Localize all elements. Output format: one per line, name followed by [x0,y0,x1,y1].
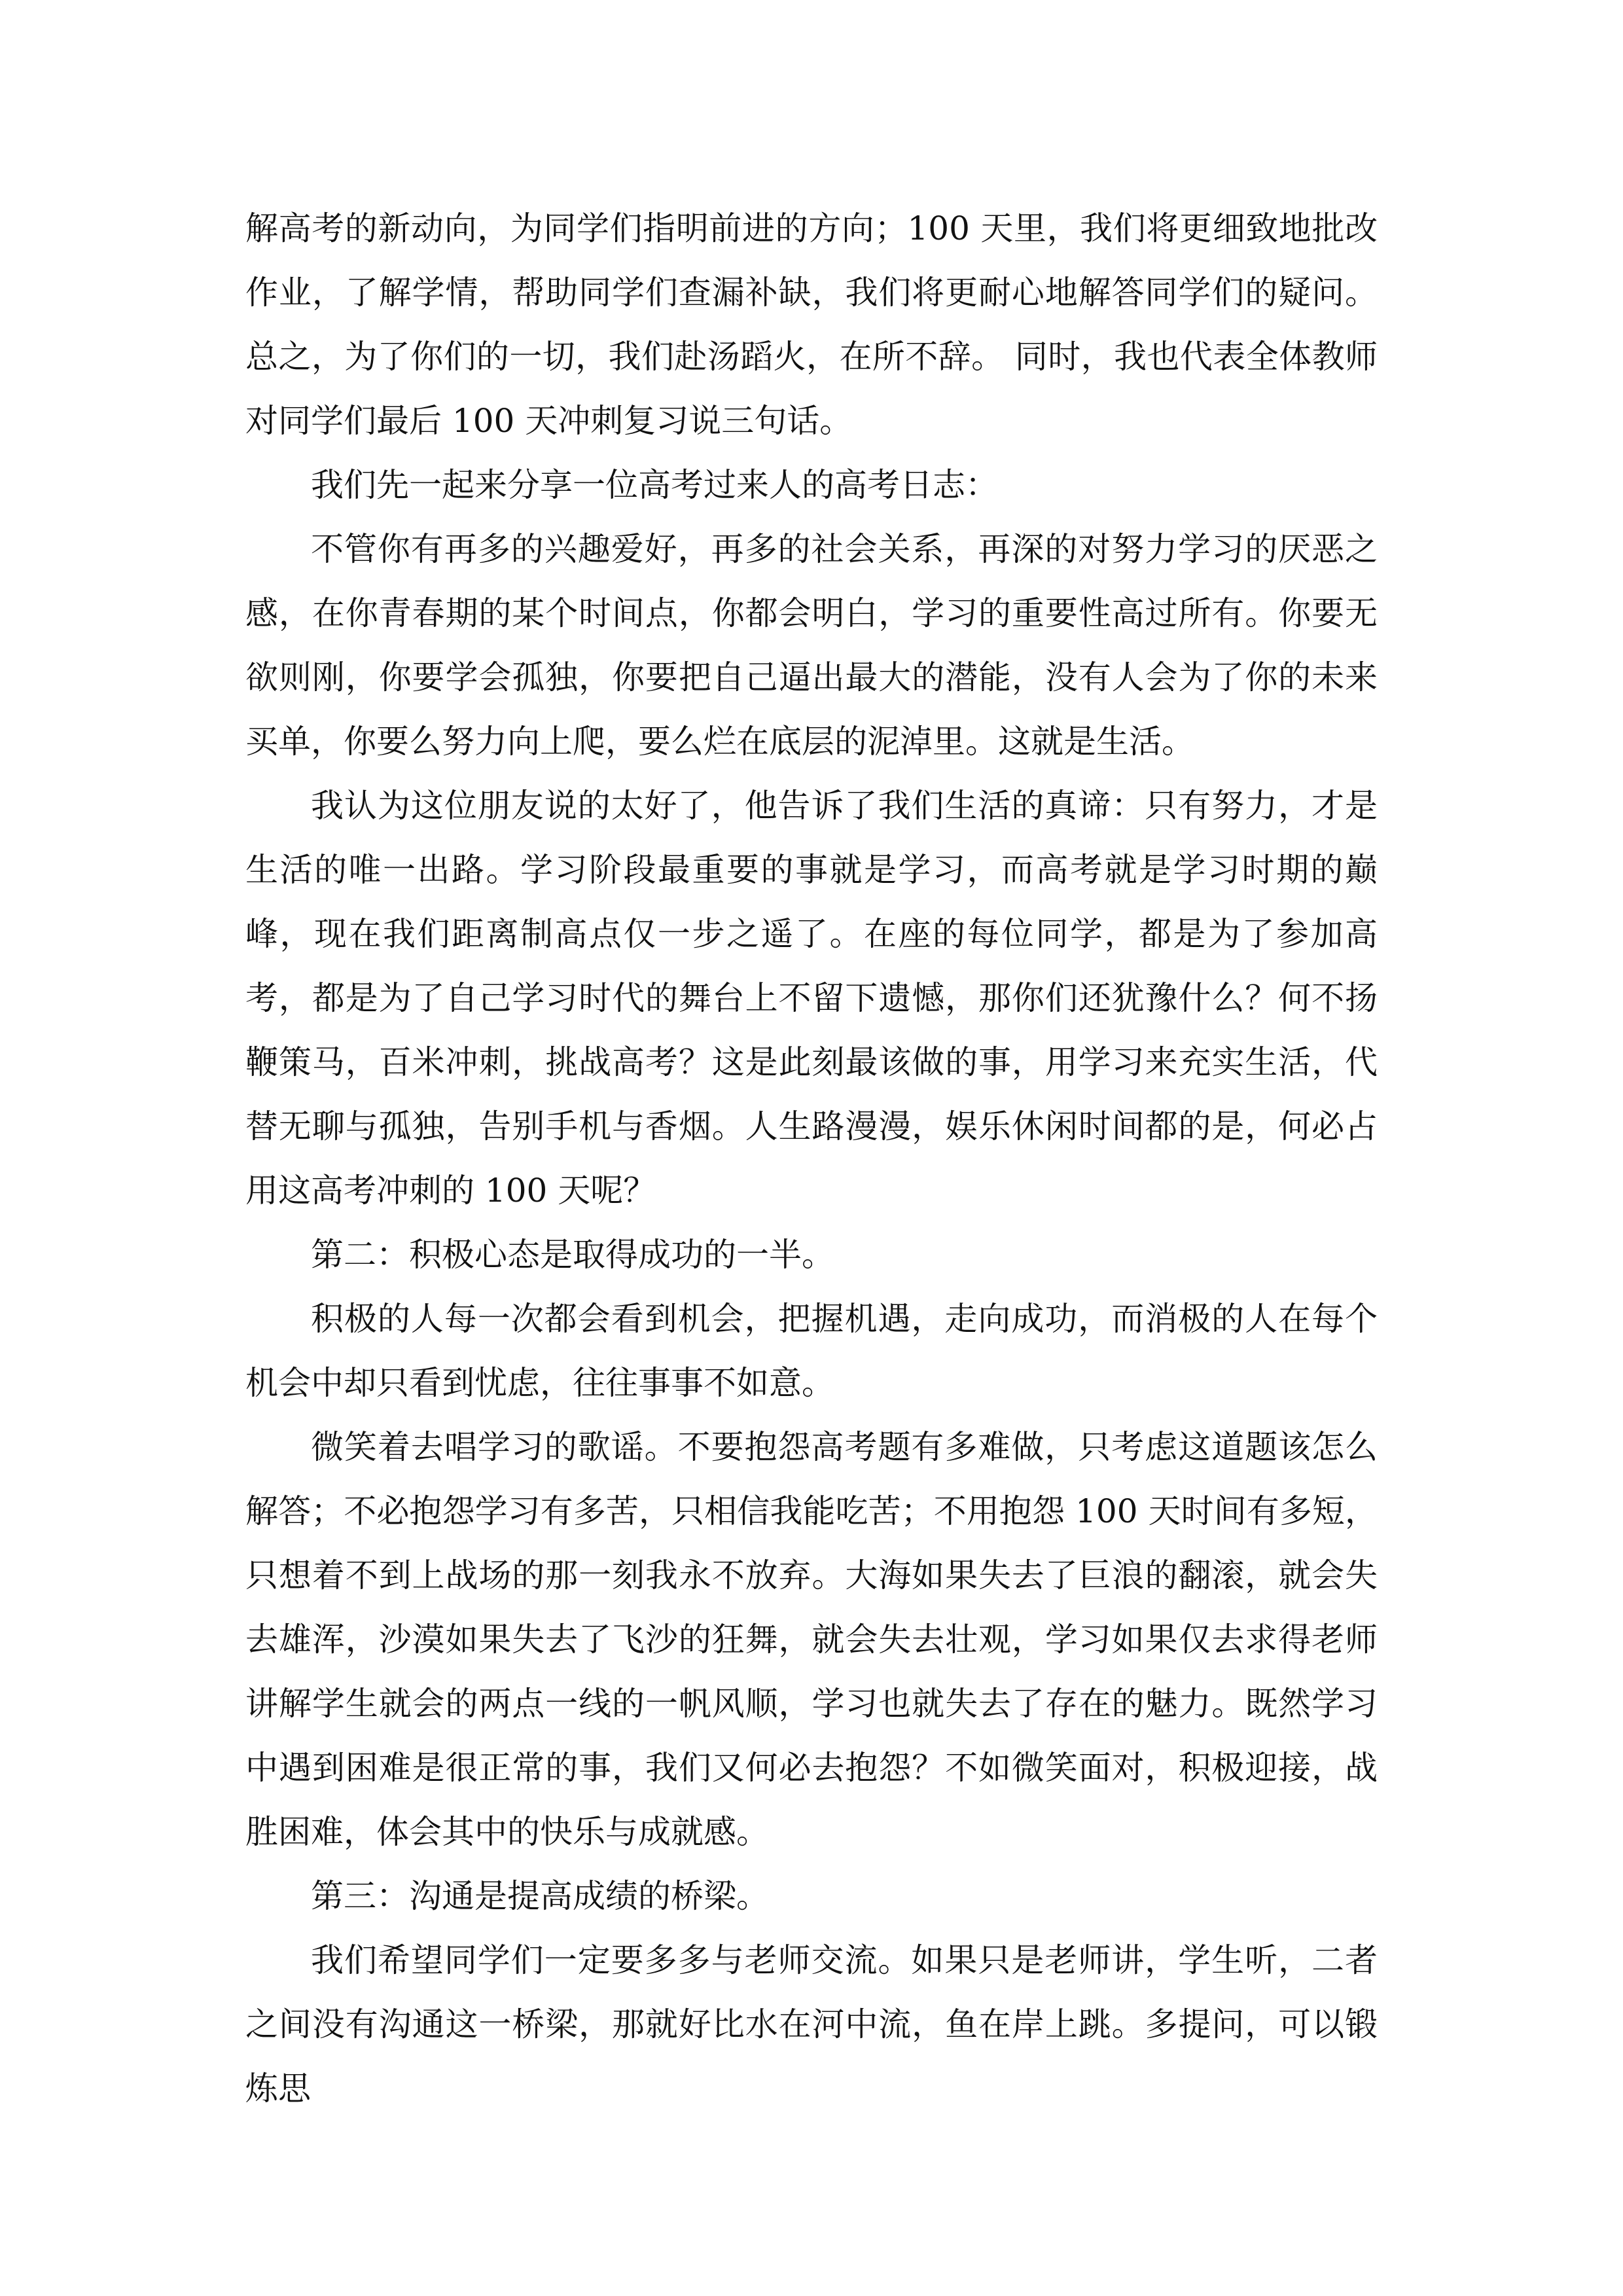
document-body [245,196,1378,2121]
paragraph-communication: 我们希望同学们一定要多多与老师交流。如果只是老师讲，学生听，二者之间没有沟通这一桥梁，那就好比水在河中流，鱼在岸上跳。多提问，可以锻炼思 [245,1941,1378,2108]
paragraph-positive-attitude: 积极的人每一次都会看到机会，把握机遇，走向成功，而消极的人在每个机会中却只看到忧虑，往往事事不如意。 [245,1300,1378,1402]
paragraph-continuation: 解高考的新动向，为同学们指明前进的方向；100 天里，我们将更细致地批改作业，了解学情，帮助同学们查漏补缺，我们将更耐心地解答同学们的疑问。总之，为了你们的一切，我们赴汤蹈火，在所不辞。 同时，我也代表全体教师对同学们最后 100 天冲刺复习说三句话。 [245,209,1378,440]
paragraph-commentary: 我认为这位朋友说的太好了，他告诉了我们生活的真谛：只有努力，才是生活的唯一出路。学习阶段最重要的事就是学习，而高考就是学习时期的巅峰，现在我们距离制高点仅一步之遥了。在座的每位同学，都是为了参加高考，都是为了自己学习时代的舞台上不留下遗憾，那你们还犹豫什么？何不扬鞭策马，百米冲刺，挑战高考？这是此刻最该做的事，用学习来充实生活，代替无聊与孤独，告别手机与香烟。人生路漫漫，娱乐休闲时间都的是，何必占用这高考冲刺的 100 天呢？ [245,787,1378,1210]
paragraph-intro-journal: 我们先一起来分享一位高考过来人的高考日志： [311,466,998,504]
paragraph-journal-quote: 不管你有再多的兴趣爱好，再多的社会关系，再深的对努力学习的厌恶之感，在你青春期的某个时间点，你都会明白，学习的重要性高过所有。你要无欲则刚，你要学会孤独，你要把自己逼出最大的潜能，没有人会为了你的未来买单，你要么努力向上爬，要么烂在底层的泥淖里。这就是生活。 [245,530,1378,761]
paragraph-smile-study: 微笑着去唱学习的歌谣。不要抱怨高考题有多难做，只考虑这道题该怎么解答；不必抱怨学习有多苦，只相信我能吃苦；不用抱怨 100 天时间有多短，只想着不到上战场的那一刻我永不放弃。大海如果失去了巨浪的翻滚，就会失去雄浑，沙漠如果失去了飞沙的狂舞，就会失去壮观，学习如果仅去求得老师讲解学生就会的两点一线的一帆风顺，学习也就失去了存在的魅力。既然学习中遇到困难是很正常的事，我们又何必去抱怨？不如微笑面对，积极迎接，战胜困难，体会其中的快乐与成就感。 [245,1428,1378,1851]
paragraph-heading-third: 第三：沟通是提高成绩的桥梁。 [311,1877,769,1915]
paragraph-heading-second: 第二：积极心态是取得成功的一半。 [311,1236,834,1274]
